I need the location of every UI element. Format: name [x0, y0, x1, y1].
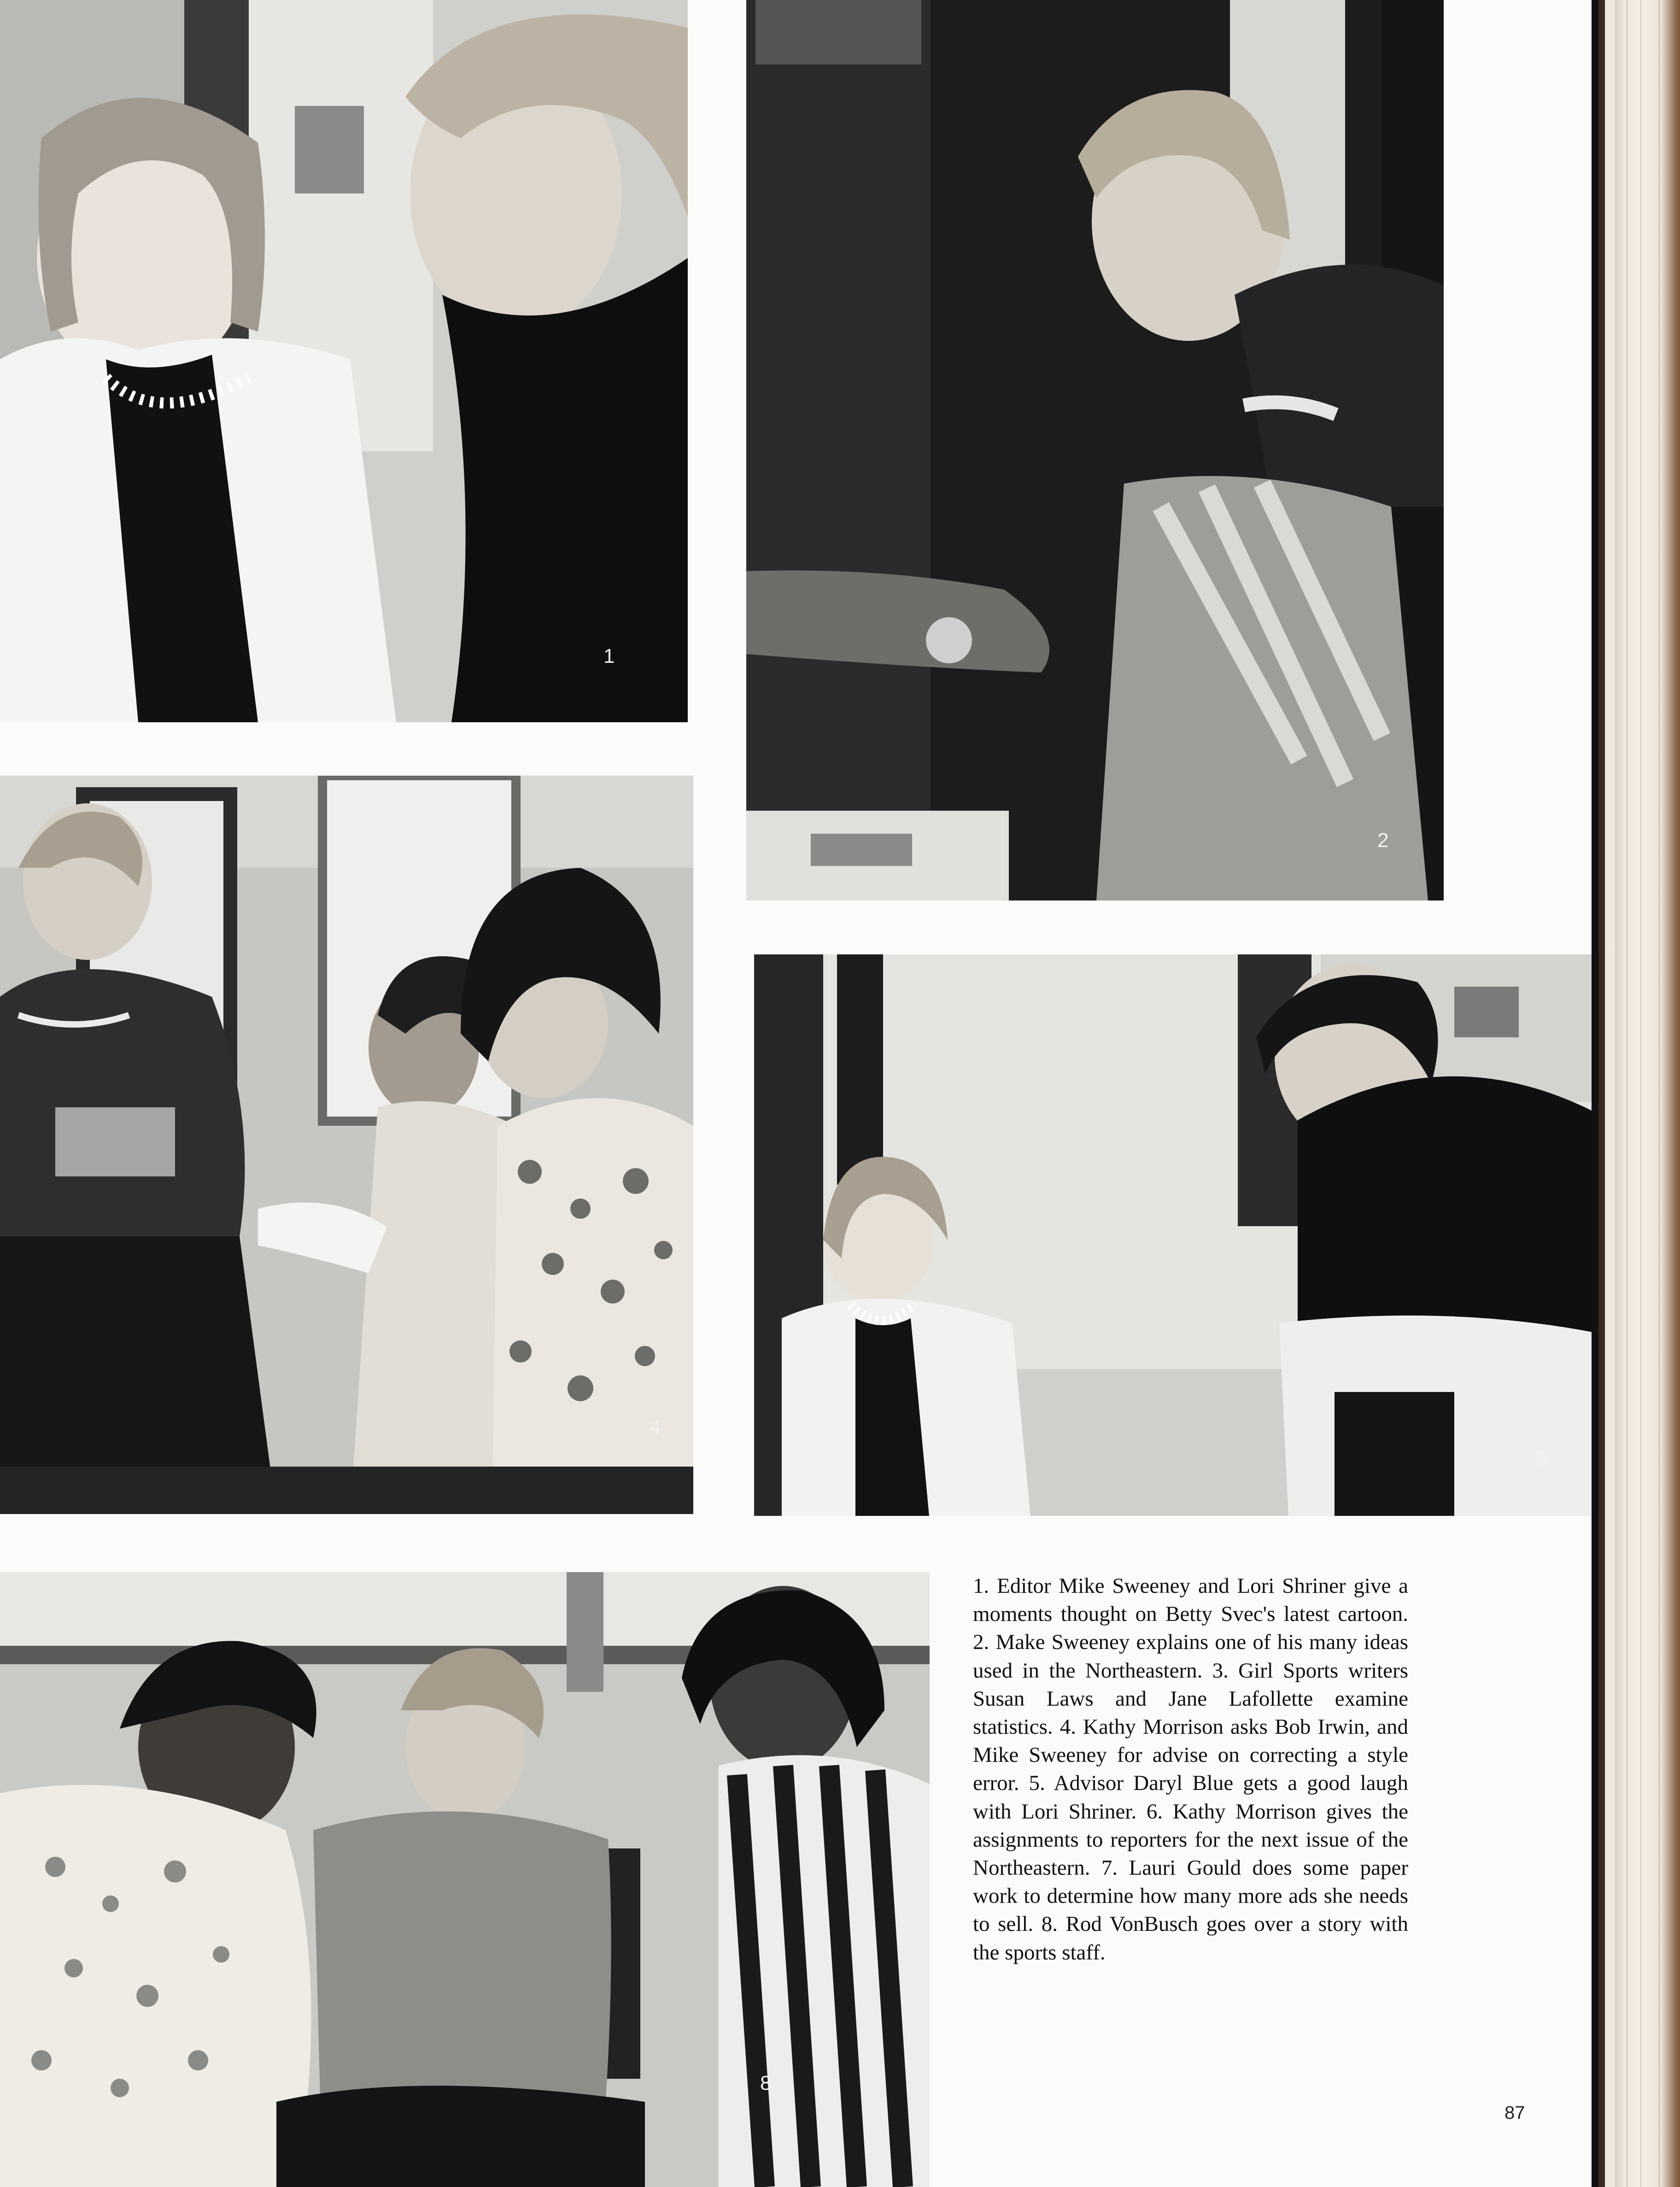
photo-2 [746, 0, 1444, 901]
photo-1-number: 1 [603, 645, 615, 667]
photo-8 [0, 1572, 930, 2187]
photo-2-image [746, 0, 1444, 901]
photo-caption [973, 1572, 1408, 1967]
page-number: 87 [1504, 2103, 1525, 2123]
photo-5 [754, 954, 1592, 1516]
photo-8-number: 8 [760, 2072, 772, 2094]
photo-4-image [0, 776, 693, 1514]
photo-4 [0, 776, 693, 1514]
photo-4-number: 4 [650, 1416, 661, 1439]
photo-2-number: 2 [1377, 829, 1389, 852]
photo-8-image [0, 1572, 930, 2187]
photo-1 [0, 0, 688, 722]
photo-5-number: 5 [1537, 1447, 1549, 1470]
book-page-edges [1598, 0, 1680, 2187]
photo-1-image [0, 0, 688, 722]
caption-text: 1. Editor Mike Sweeney and Lori Shriner give a moments thought on Betty Svec's latest cartoon. 2. Make Sweeney explains one of his many ideas used in the Northeastern. 3. Girl Sports writers Susan Laws and Jane Lafollette examine statistics. 4. Kathy Morrison asks Bob Irwin, and Mike Sweeney for advise on correcting a style error. 5. Advisor Daryl Blue gets a good laugh with Lori Shriner. 6. Kathy Morrison gives the assignments to reporters for the next issue of the Northeastern. 7. Lauri Gould does some paper work to determine how many more ads she needs to sell. 8. Rod VonBusch goes over a story with the sports staff. [973, 1574, 1408, 1965]
photo-5-image [754, 954, 1592, 1516]
